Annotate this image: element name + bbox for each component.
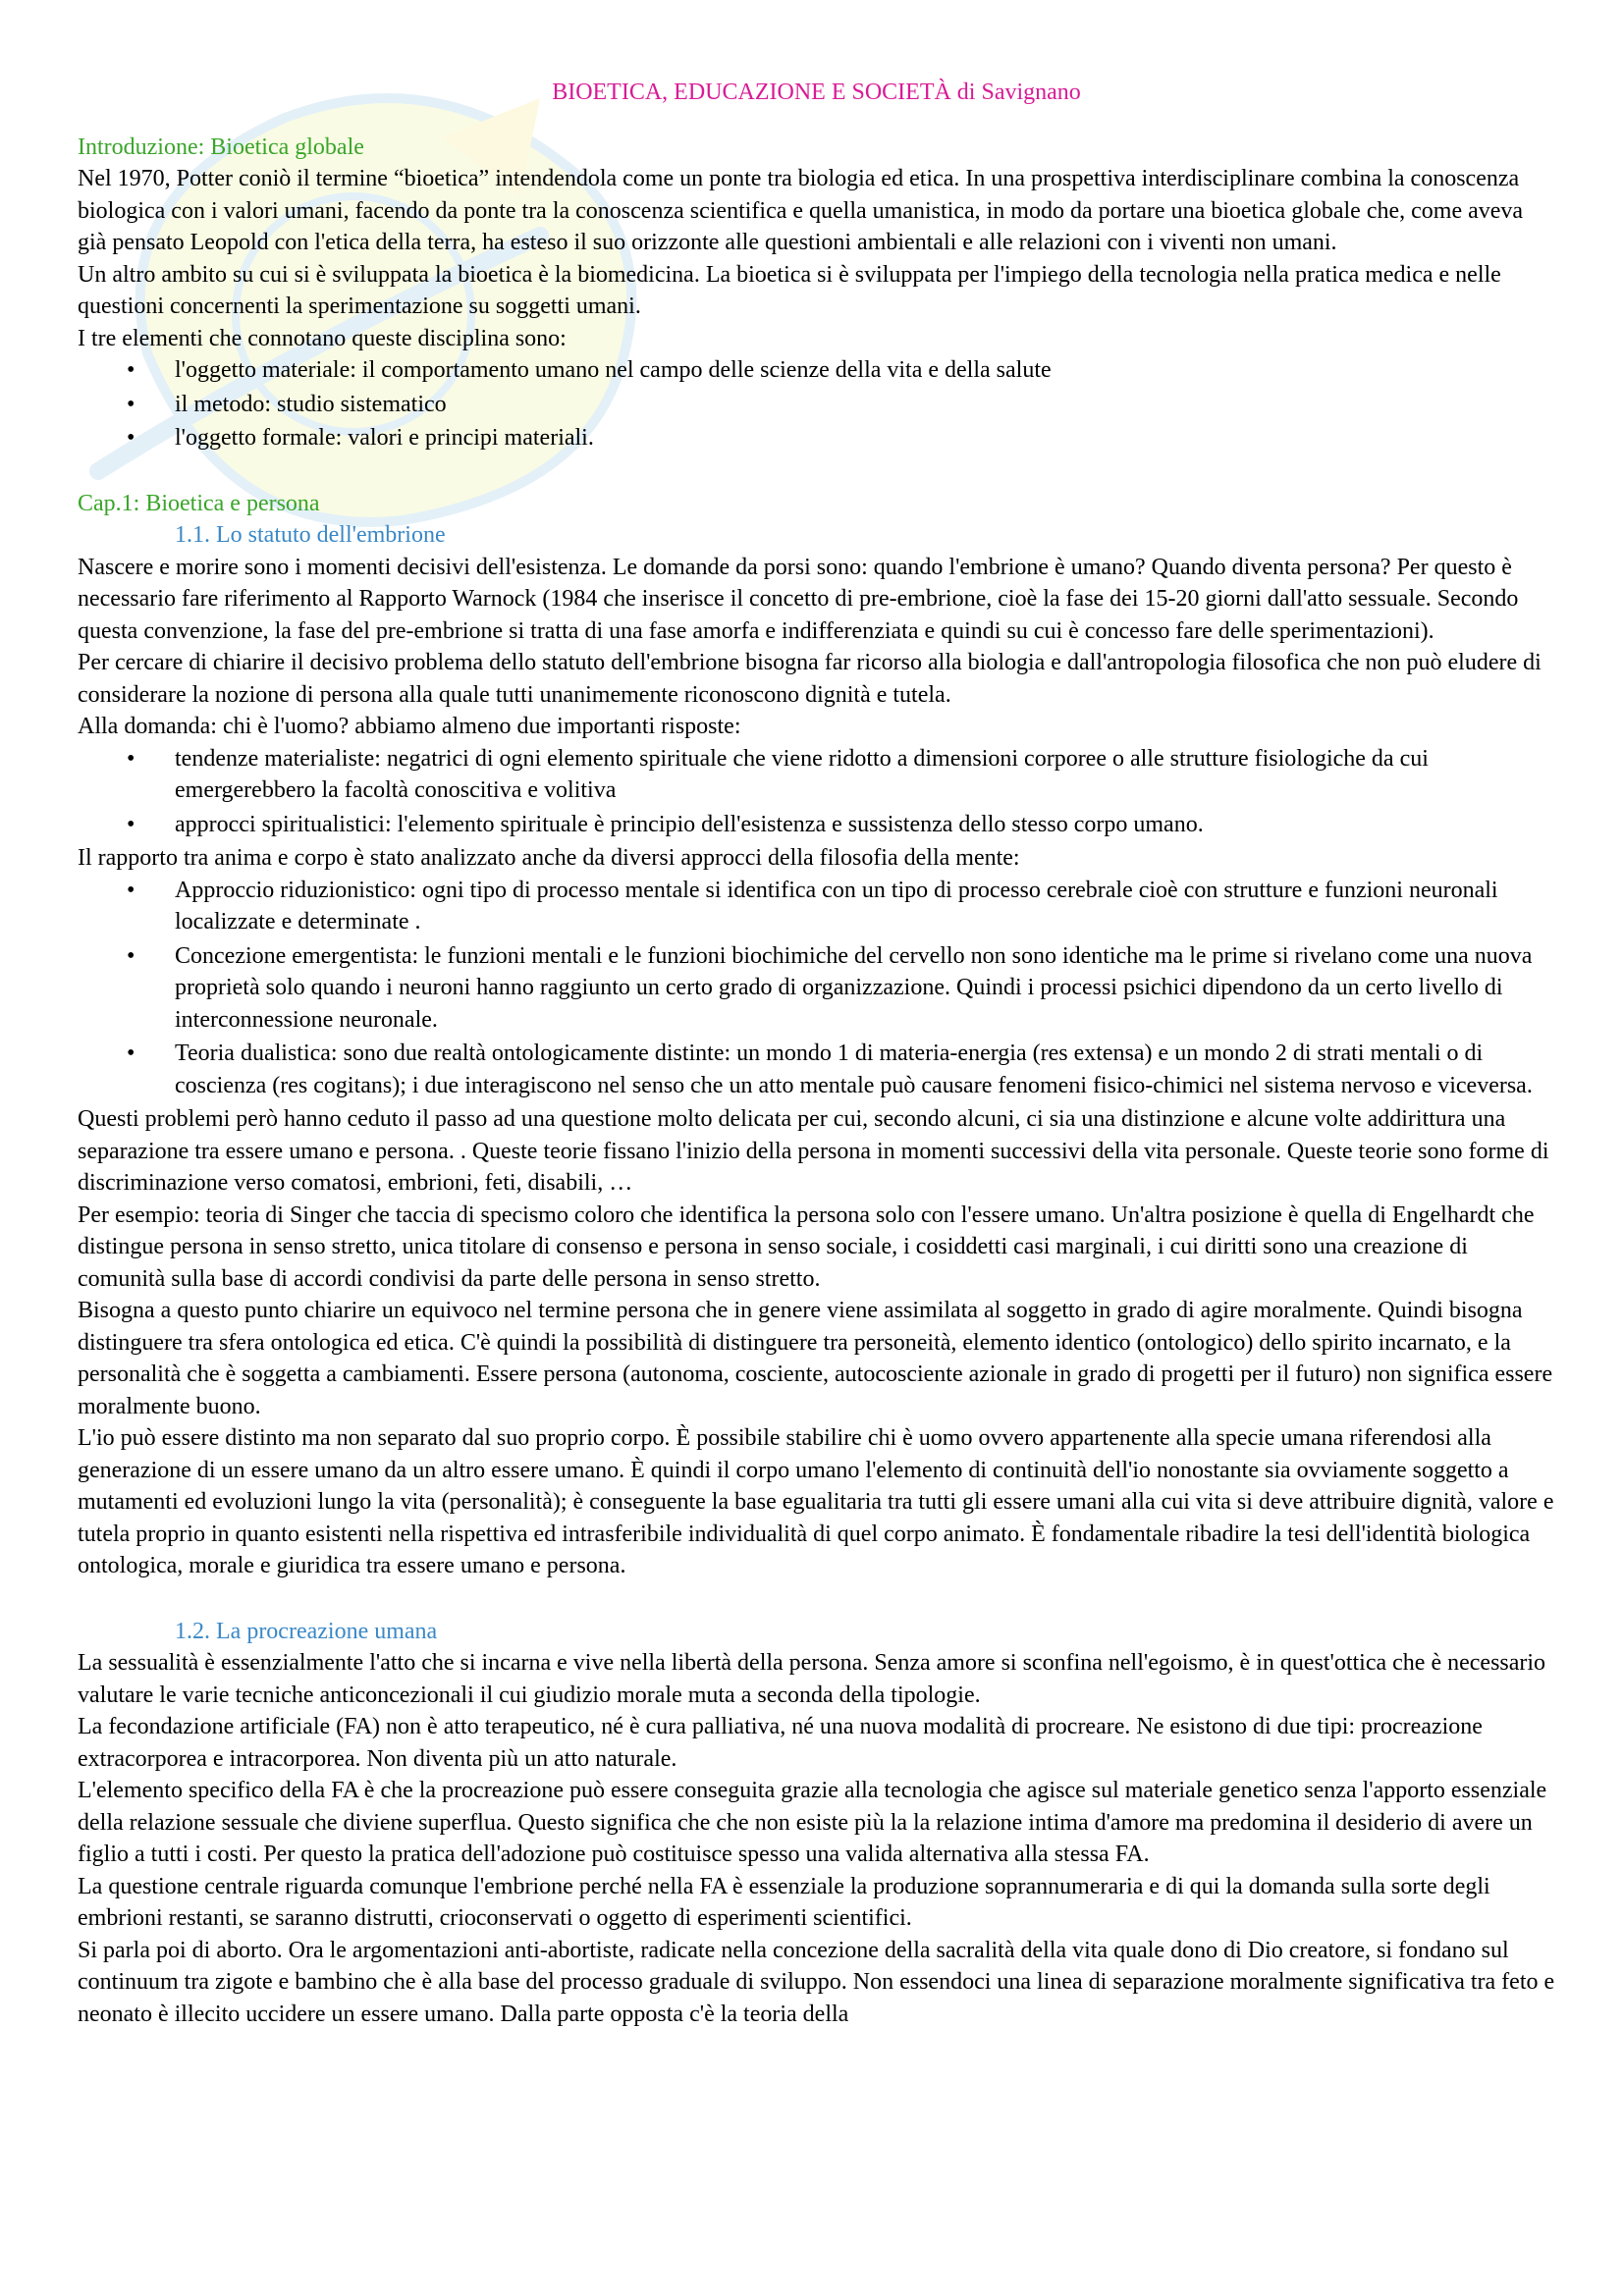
document-page	[78, 77, 1555, 2030]
spacer	[78, 1582, 1555, 1616]
list-item: • tendenze materialiste: negatrici di ogni elemento spirituale che viene ridotto a dimensioni corporee o alle strutture fisiologiche da cui emergerebbero la facoltà conoscitiva e volitiva	[175, 743, 1555, 807]
body-list	[78, 743, 1555, 841]
section-heading: 1.1. Lo statuto dell'embrione	[175, 522, 446, 548]
intro-heading: Introduzione: Bioetica globale	[78, 133, 364, 160]
list-item: • approcci spiritualistici: l'elemento spirituale è principio dell'esistenza e sussistenza dello stesso corpo umano.	[175, 809, 1555, 841]
body-paragraph: La questione centrale riguarda comunque l'embrione perché nella FA è essenziale la produzione soprannumeraria e di qui la domanda sulla sorte degli embrioni restanti, se saranno distrutti, crioconservati o oggetto di esperimenti scientifici.	[78, 1873, 1490, 1931]
intro-paragraph: I tre elementi che connotano queste disciplina sono:	[78, 325, 567, 351]
body-paragraph: La sessualità è essenzialmente l'atto che si incarna e vive nella libertà della persona. Senza amore si sconfina nell'egoismo, è in quest'ottica che è necessario valutare le varie tecniche anticoncezionali il cui giudizio morale muta a seconda della tipologie.	[78, 1650, 1546, 1708]
body-paragraph: Si parla poi di aborto. Ora le argomentazioni anti-abortiste, radicate nella concezione della sacralità della vita quale dono di Dio creatore, si fondano sul continuum tra zigote e bambino che è alla base del processo graduale di sviluppo. Non essendoci una linea di separazione moralmente significativa tra feto e neonato è illecito uccidere un essere umano. Dalla parte opposta c'è la teoria della	[78, 1937, 1555, 2027]
body-paragraph: La fecondazione artificiale (FA) non è atto terapeutico, né è cura palliativa, né una nuova modalità di procreare. Ne esistono di due tipi: procreazione extracorporea e intracorporea. Non diventa più un atto naturale.	[78, 1714, 1483, 1772]
intro-paragraph: Nel 1970, Potter coniò il termine “bioetica” intendendola come un ponte tra biologia ed etica. In una prospettiva interdisciplinare combina la conoscenza biologica con i valori umani, facendo da ponte tra la conoscenza scientifica e quella umanistica, in modo da portare una bioetica globale che, come aveva già pensato Leopold con l'etica della terra, ha esteso il suo orizzonte alle questioni ambientali e alle relazioni con i viventi non umani.	[78, 166, 1524, 255]
body-paragraph: L'elemento specifico della FA è che la procreazione può essere conseguita grazie alla tecnologia che agisce sul materiale genetico senza l'apporto essenziale della relazione sessuale che diviene superflua. Questo significa che che non esiste più la la relazione intima d'amore ma predomina il desiderio di avere un figlio a tutti i costi. Per questo la pratica dell'adozione può costituisce spesso una valida alternativa alla stessa FA.	[78, 1778, 1547, 1867]
spacer	[78, 456, 1555, 488]
body-paragraph: Nascere e morire sono i momenti decisivi dell'esistenza. Le domande da porsi sono: quando l'embrione è umano? Quando diventa persona? Per questo è necessario fare riferimento al Rapporto Warnock (1984 che inserisce il concetto di pre-embrione, cioè la fase dei 15-20 giorni dall'atto sessuale. Secondo questa convenzione, la fase del pre-embrione si tratta di una fase amorfa e indifferenziata e quindi su cui è concesso fare delle sperimentazioni).	[78, 554, 1519, 644]
body-list	[78, 875, 1555, 1102]
body-paragraph: Per cercare di chiarire il decisivo problema dello statuto dell'embrione bisogna far ricorso alla biologia e dall'antropologia filosofica che non può eludere di considerare la nozione di persona alla quale tutti unanimemente riconoscono dignità e tutela.	[78, 650, 1542, 708]
intro-list	[78, 354, 1555, 454]
body-paragraph: Per esempio: teoria di Singer che taccia di specismo coloro che identifica la persona solo con l'essere umano. Un'altra posizione è quella di Engelhardt che distingue persona in senso stretto, unica titolare di consenso e persona in senso sociale, i cosiddetti casi marginali, i cui diritti sono una creazione di comunità sulla base di accordi condivisi da parte delle persona in senso stretto.	[78, 1201, 1535, 1292]
body-paragraph: Questi problemi però hanno ceduto il passo ad una questione molto delicata per cui, secondo alcuni, ci sia una distinzione e alcune volte addirittura una separazione tra essere umano e persona. . Queste teorie fissano l'inizio della persona in momenti successivi della vita personale. Queste teorie sono forme di discriminazione verso comatosi, embrioni, feti, disabili, …	[78, 1106, 1549, 1196]
section-heading: 1.2. La procreazione umana	[175, 1618, 438, 1644]
list-item: • Approccio riduzionistico: ogni tipo di processo mentale si identifica con un tipo di processo cerebrale cioè con strutture e funzioni neuronali localizzate e determinate .	[175, 875, 1555, 938]
body-paragraph: Alla domanda: chi è l'uomo? abbiamo almeno due importanti risposte:	[78, 714, 741, 739]
body-paragraph: Il rapporto tra anima e corpo è stato analizzato anche da diversi approcci della filosofia della mente:	[78, 845, 1020, 871]
list-item: • l'oggetto formale: valori e principi materiali.	[175, 422, 1555, 454]
list-item: • Teoria dualistica: sono due realtà ontologicamente distinte: un mondo 1 di materia-energia (res extensa) e un mondo 2 di strati mentali o di coscienza (res cogitans); i due interagiscono nel senso che un atto mentale può causare fenomeni fisico-chimici nel sistema nervoso e viceversa.	[175, 1038, 1555, 1101]
list-item: • Concezione emergentista: le funzioni mentali e le funzioni biochimiche del cervello non sono identiche ma le prime si rivelano come una nuova proprietà solo quando i neuroni hanno raggiunto un certo grado di organizzazione. Quindi i processi psichici dipendono da un certo livello di interconnessione neuronale.	[175, 940, 1555, 1037]
body-paragraph: Bisogna a questo punto chiarire un equivoco nel termine persona che in genere viene assimilata al soggetto in grado di agire moralmente. Quindi bisogna distinguere tra sfera ontologica ed etica. C'è quindi la possibilità di distinguere tra personeità, elemento identico (ontologico) dello spirito incarnato, e la personalità che è soggetta a cambiamenti. Essere persona (autonoma, cosciente, autocosciente azionale in grado di progetti per il futuro) non significa essere moralmente buono.	[78, 1298, 1553, 1419]
body-paragraph: L'io può essere distinto ma non separato dal suo proprio corpo. È possibile stabilire chi è uomo ovvero appartenente alla specie umana riferendosi alla generazione di un essere umano da un altro essere umano. È quindi il corpo umano l'elemento di continuità dell'io nonostante sia ovviamente soggetto a mutamenti ed evoluzioni lungo la vita (personalità); è conseguente la base egualitaria tra tutti gli essere umani alla cui vita si deve attribuire dignità, valore e tutela proprio in quanto esistenti nella rispettiva ed intrasferibile individualità di quel corpo animato. È fondamentale ribadire la tesi dell'identità biologica ontologica, morale e giuridica tra essere umano e persona.	[78, 1425, 1554, 1578]
intro-paragraph: Un altro ambito su cui si è sviluppata la bioetica è la biomedicina. La bioetica si è sviluppata per l'impiego della tecnologia nella pratica medica e nelle questioni concernenti la sperimentazione su soggetti umani.	[78, 261, 1501, 319]
chapter-heading: Cap.1: Bioetica e persona	[78, 490, 320, 516]
list-item: • il metodo: studio sistematico	[175, 389, 1555, 421]
document-title: BIOETICA, EDUCAZIONE E SOCIETÀ di Savignano	[552, 80, 1081, 105]
list-item: • l'oggetto materiale: il comportamento umano nel campo delle scienze della vita e della salute	[175, 354, 1555, 387]
